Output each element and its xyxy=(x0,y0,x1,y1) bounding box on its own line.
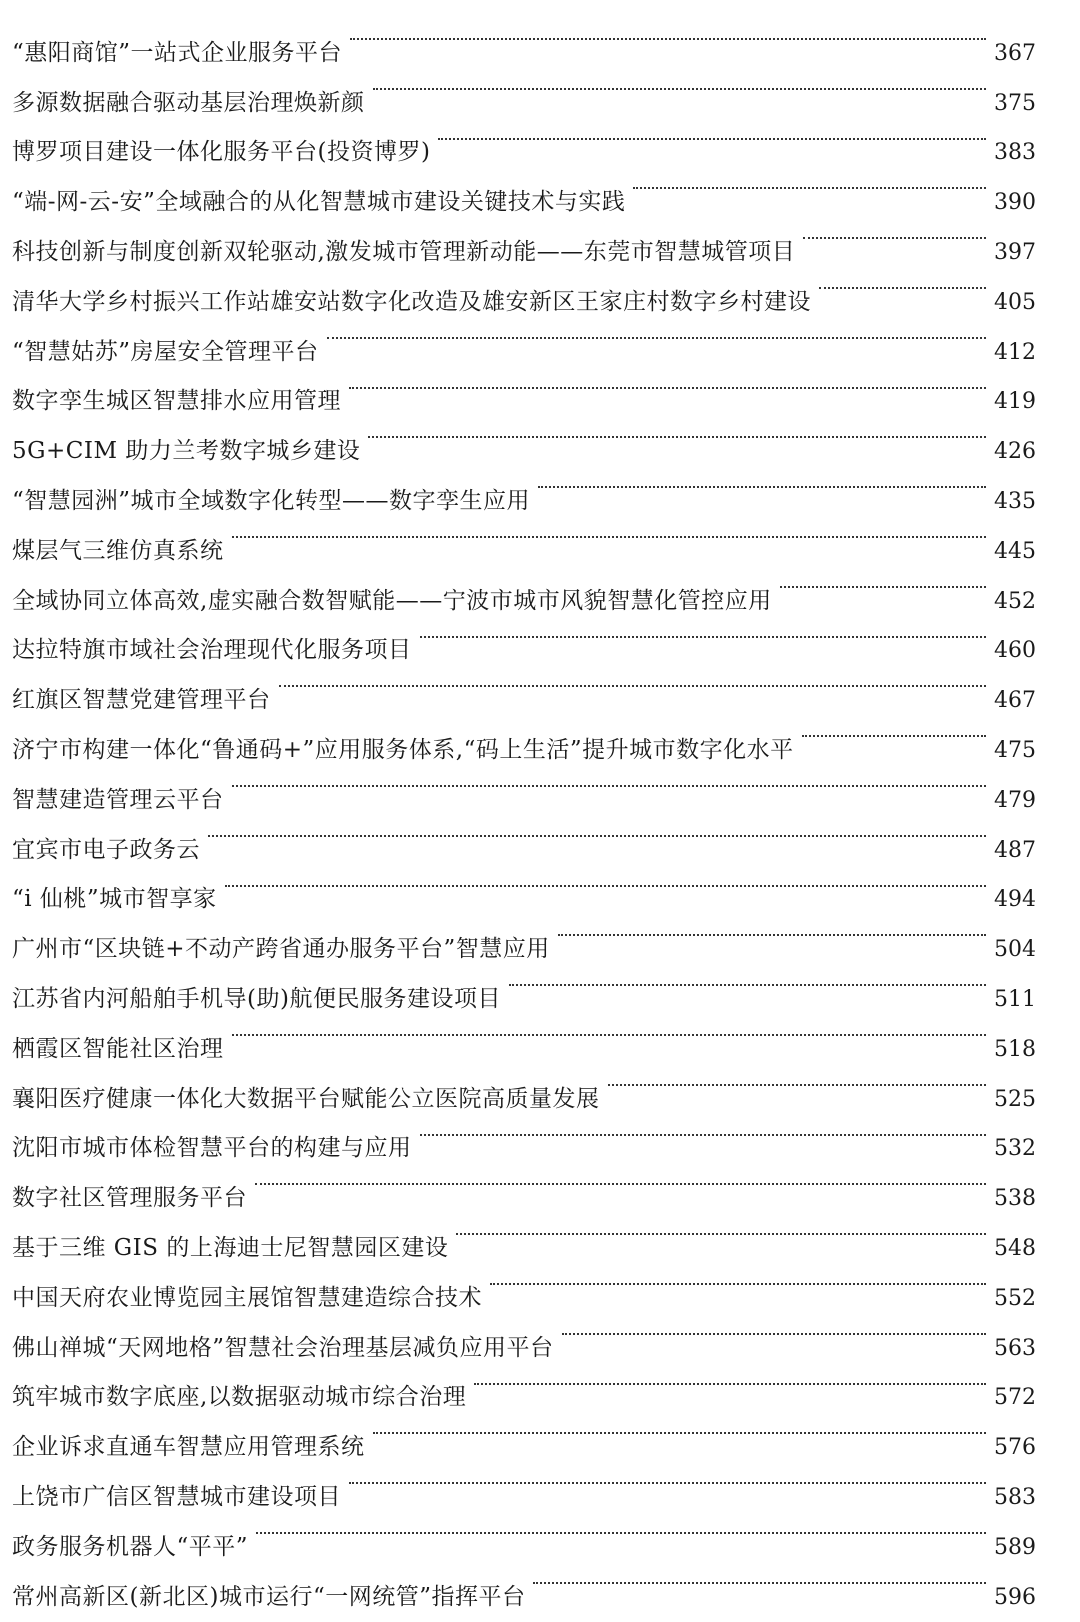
toc-entry-page-number: 525 xyxy=(992,1075,1036,1125)
toc-entry-title[interactable]: 筑牢城市数字底座,以数据驱动城市综合治理 xyxy=(12,1373,466,1423)
toc-entry-page-number: 367 xyxy=(992,29,1036,79)
toc-entry-title[interactable]: 广州市“区块链+不动产跨省通办服务平台”智慧应用 xyxy=(12,925,550,975)
toc-entry-page-number: 452 xyxy=(992,577,1036,627)
toc-entry-title[interactable]: 宜宾市电子政务云 xyxy=(12,826,200,876)
toc-entry-title[interactable]: “端-网-云-安”全域融合的从化智慧城市建设关键技术与实践 xyxy=(12,178,625,228)
toc-entry-page-number: 397 xyxy=(992,228,1036,278)
toc-entry-title[interactable]: 企业诉求直通车智慧应用管理系统 xyxy=(12,1423,365,1473)
dot-leader xyxy=(562,1305,986,1355)
dot-leader xyxy=(349,1454,986,1504)
toc-entry-title[interactable]: 常州高新区(新北区)城市运行“一网统管”指挥平台 xyxy=(12,1573,525,1622)
toc-entry-title[interactable]: 智慧建造管理云平台 xyxy=(12,776,224,826)
dot-leader xyxy=(350,10,986,60)
dot-leader xyxy=(232,757,987,807)
toc-entry-page-number: 445 xyxy=(992,527,1036,577)
dot-leader xyxy=(279,657,987,707)
dot-leader xyxy=(780,558,986,608)
toc-entry-title[interactable]: 栖霞区智能社区治理 xyxy=(12,1025,224,1075)
table-of-contents xyxy=(12,10,1036,1604)
dot-leader xyxy=(256,1504,986,1554)
toc-entry-title[interactable]: 沈阳市城市体检智慧平台的构建与应用 xyxy=(12,1124,412,1174)
toc-entry-page-number: 504 xyxy=(992,925,1036,975)
toc-entry-page-number: 572 xyxy=(992,1373,1036,1423)
toc-entry-title[interactable]: 上饶市广信区智慧城市建设项目 xyxy=(12,1473,341,1523)
toc-entry-page-number: 475 xyxy=(992,726,1036,776)
toc-entry-title[interactable]: 数字孪生城区智慧排水应用管理 xyxy=(12,377,341,427)
toc-entry-title[interactable]: 清华大学乡村振兴工作站雄安站数字化改造及雄安新区王家庄村数字乡村建设 xyxy=(12,278,811,328)
dot-leader xyxy=(490,1255,986,1305)
dot-leader xyxy=(558,906,986,956)
toc-entry-page-number: 383 xyxy=(992,128,1036,178)
dot-leader xyxy=(327,309,986,359)
dot-leader xyxy=(368,408,986,458)
dot-leader xyxy=(225,857,986,907)
toc-entry-page-number: 548 xyxy=(992,1224,1036,1274)
dot-leader xyxy=(608,1056,987,1106)
toc-entry[interactable] xyxy=(12,10,1036,60)
toc-entry-page-number: 518 xyxy=(992,1025,1036,1075)
toc-entry-title[interactable]: “智慧园洲”城市全域数字化转型——数字孪生应用 xyxy=(12,477,530,527)
toc-entry-page-number: 487 xyxy=(992,826,1036,876)
toc-entry-page-number: 494 xyxy=(992,875,1036,925)
dot-leader xyxy=(456,1205,986,1255)
dot-leader xyxy=(349,359,986,409)
toc-entry-title[interactable]: “i 仙桃”城市智享家 xyxy=(12,875,217,925)
dot-leader xyxy=(232,1006,987,1056)
dot-leader xyxy=(802,707,986,757)
toc-entry-page-number: 460 xyxy=(992,626,1036,676)
toc-entry-page-number: 479 xyxy=(992,776,1036,826)
dot-leader xyxy=(255,1155,986,1205)
toc-entry-page-number: 583 xyxy=(992,1473,1036,1523)
toc-entry-title[interactable]: 数字社区管理服务平台 xyxy=(12,1174,247,1224)
toc-entry-page-number: 532 xyxy=(992,1124,1036,1174)
toc-entry-title[interactable]: 江苏省内河船舶手机导(助)航便民服务建设项目 xyxy=(12,975,501,1025)
dot-leader xyxy=(538,458,986,508)
dot-leader xyxy=(474,1355,986,1405)
dot-leader xyxy=(819,259,986,309)
toc-entry-title[interactable]: 全域协同立体高效,虚实融合数智赋能——宁波市城市风貌智慧化管控应用 xyxy=(12,577,772,627)
toc-entry-title[interactable]: 科技创新与制度创新双轮驱动,激发城市管理新动能——东莞市智慧城管项目 xyxy=(12,228,795,278)
toc-entry-page-number: 467 xyxy=(992,676,1036,726)
dot-leader xyxy=(373,60,987,110)
toc-entry-title[interactable]: “智慧姑苏”房屋安全管理平台 xyxy=(12,328,319,378)
dot-leader xyxy=(533,1554,986,1604)
toc-entry-page-number: 426 xyxy=(992,427,1036,477)
dot-leader xyxy=(438,110,986,160)
toc-entry-title[interactable]: 5G+CIM 助力兰考数字城乡建设 xyxy=(12,427,360,477)
toc-entry-title[interactable]: 博罗项目建设一体化服务平台(投资博罗) xyxy=(12,128,430,178)
dot-leader xyxy=(633,159,986,209)
toc-entry-page-number: 419 xyxy=(992,377,1036,427)
toc-entry-page-number: 538 xyxy=(992,1174,1036,1224)
toc-entry-title[interactable]: 中国天府农业博览园主展馆智慧建造综合技术 xyxy=(12,1274,482,1324)
toc-entry-title[interactable]: 达拉特旗市域社会治理现代化服务项目 xyxy=(12,626,412,676)
toc-entry-page-number: 412 xyxy=(992,328,1036,378)
toc-entry-page-number: 405 xyxy=(992,278,1036,328)
toc-entry-page-number: 511 xyxy=(992,975,1036,1025)
toc-entry-title[interactable]: “惠阳商馆”一站式企业服务平台 xyxy=(12,29,342,79)
dot-leader xyxy=(420,608,987,658)
toc-entry-page-number: 576 xyxy=(992,1423,1036,1473)
toc-entry-title[interactable]: 红旗区智慧党建管理平台 xyxy=(12,676,271,726)
toc-entry-page-number: 375 xyxy=(992,79,1036,129)
toc-entry-page-number: 563 xyxy=(992,1324,1036,1374)
dot-leader xyxy=(420,1106,987,1156)
toc-entry-title[interactable]: 襄阳医疗健康一体化大数据平台赋能公立医院高质量发展 xyxy=(12,1075,600,1125)
toc-entry-title[interactable]: 煤层气三维仿真系统 xyxy=(12,527,224,577)
toc-entry-page-number: 390 xyxy=(992,178,1036,228)
toc-entry-page-number: 435 xyxy=(992,477,1036,527)
dot-leader xyxy=(232,508,987,558)
toc-entry-page-number: 596 xyxy=(992,1573,1036,1622)
toc-entry-title[interactable]: 政务服务机器人“平平” xyxy=(12,1523,248,1573)
dot-leader xyxy=(803,209,986,259)
toc-entry-page-number: 552 xyxy=(992,1274,1036,1324)
toc-entry-title[interactable]: 济宁市构建一体化“鲁通码+”应用服务体系,“码上生活”提升城市数字化水平 xyxy=(12,726,794,776)
toc-entry-title[interactable]: 多源数据融合驱动基层治理焕新颜 xyxy=(12,79,365,129)
dot-leader xyxy=(373,1404,987,1454)
dot-leader xyxy=(208,807,986,857)
toc-entry-page-number: 589 xyxy=(992,1523,1036,1573)
dot-leader xyxy=(509,956,986,1006)
toc-entry-title[interactable]: 佛山禅城“天网地格”智慧社会治理基层减负应用平台 xyxy=(12,1324,554,1374)
toc-entry-title[interactable]: 基于三维 GIS 的上海迪士尼智慧园区建设 xyxy=(12,1224,448,1274)
